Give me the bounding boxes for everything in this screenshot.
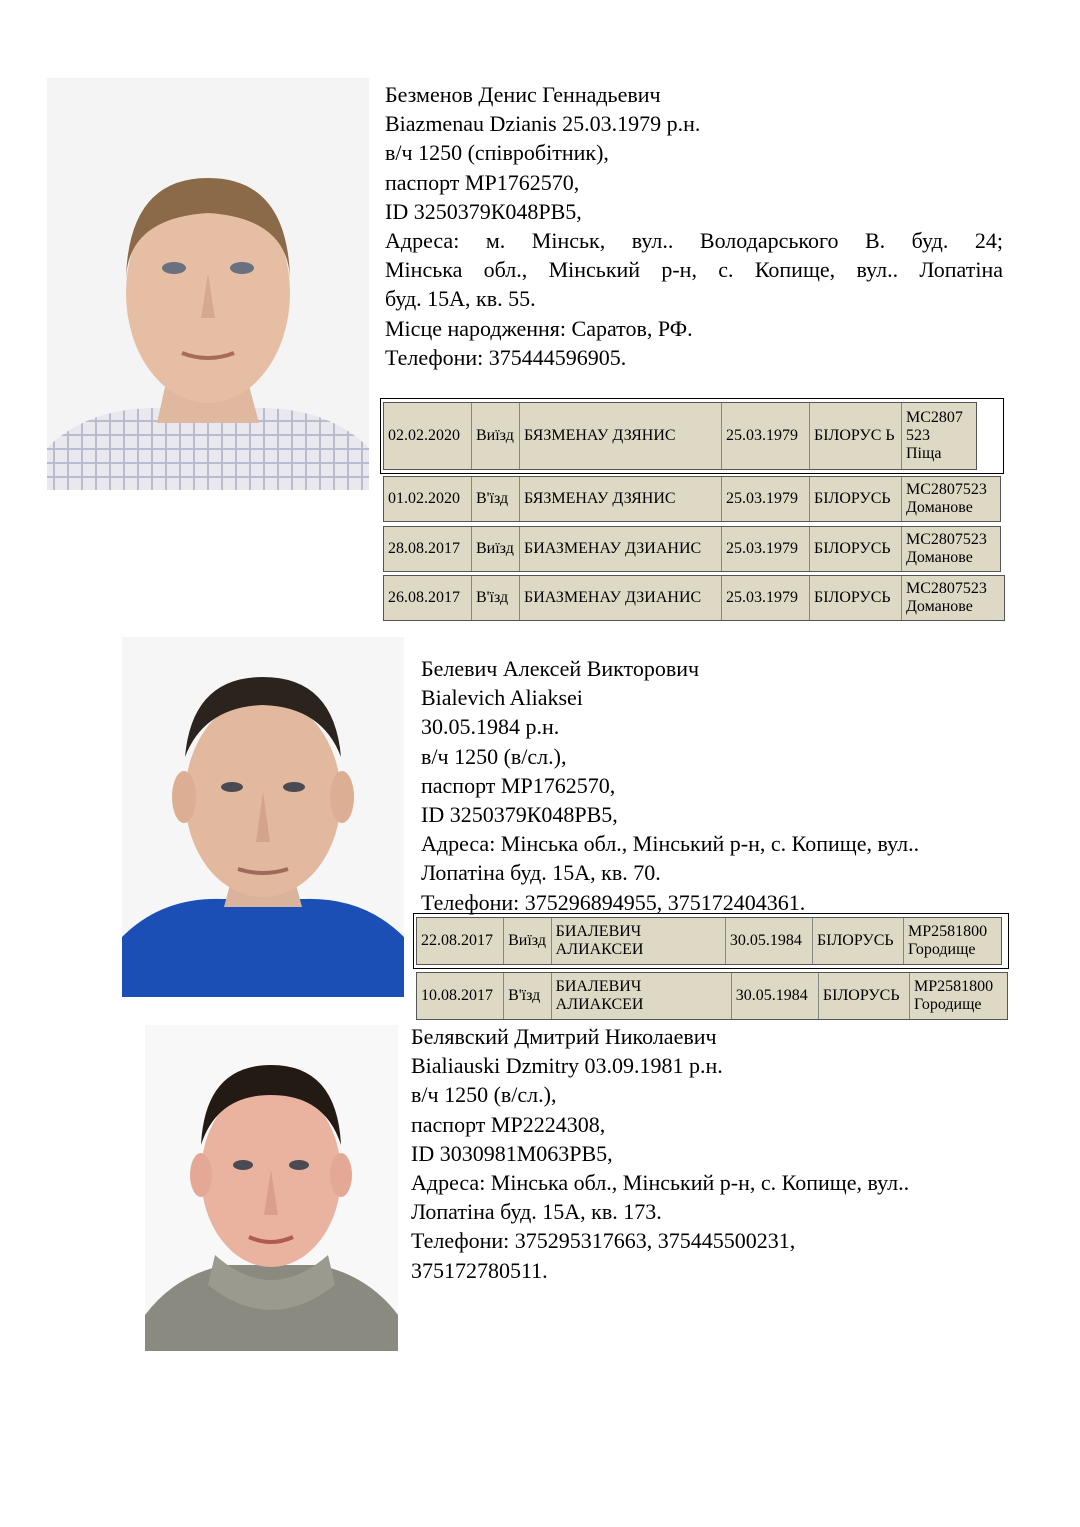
record-passport-cell xyxy=(910,973,1007,1019)
record-name: БИАЛЕВИЧ АЛИАКСЕИ xyxy=(552,918,726,964)
person-2-unit: в/ч 1250 (в/сл.), xyxy=(421,743,567,769)
person-1-name-latin: Biazmenau Dzianis 25.03.1979 р.н. xyxy=(385,111,701,137)
record-date: 28.08.2017 xyxy=(384,527,472,571)
person-1-phones: Телефони: 375444596905. xyxy=(385,344,627,370)
record-country: БІЛОРУСЬ xyxy=(810,576,902,620)
record-direction: В'їзд xyxy=(472,576,520,620)
person-2-address-line-2: Лопатіна буд. 15А, кв. 70. xyxy=(421,860,661,886)
record-name: БИАЗМЕНАУ ДЗИАНИС xyxy=(520,527,722,571)
person-2-phones: Телефони: 375296894955, 375172404361. xyxy=(421,889,806,915)
person-1-id: ID 3250379К048РВ5, xyxy=(385,198,582,224)
person-3-unit: в/ч 1250 (в/сл.), xyxy=(411,1082,557,1108)
record-passport: MC2807523 xyxy=(906,481,987,498)
record-country: БІЛОРУСЬ xyxy=(813,918,904,964)
record-passport: MC2807 523 xyxy=(906,409,963,444)
person-1-birthplace: Місце народження: Саратов, РФ. xyxy=(385,315,693,341)
person-3-phones-line-1: Телефони: 375295317663, 375445500231, xyxy=(411,1228,796,1254)
person-3-info xyxy=(411,1022,1011,1285)
record-direction: Виїзд xyxy=(472,403,520,469)
person-1-record-3 xyxy=(383,526,1001,572)
person-2-passport: паспорт МР1762570, xyxy=(421,772,616,798)
record-date: 01.02.2020 xyxy=(384,477,472,521)
record-date: 10.08.2017 xyxy=(417,973,504,1019)
record-passport-cell xyxy=(904,918,1001,964)
record-passport: MC2807523 xyxy=(906,580,987,597)
person-3-address-line-1: Адреса: Мінська обл., Мінський р-н, с. Копище, вул.. xyxy=(411,1170,910,1196)
person-1-address-line-1: Адреса: м. Мінськ, вул.. Володарського В. буд. 24; xyxy=(385,228,1003,254)
record-direction: В'їзд xyxy=(472,477,520,521)
person-2-name-latin: Bialevich Aliaksei xyxy=(421,685,583,711)
record-dob: 25.03.1979 xyxy=(722,403,810,469)
record-dob: 25.03.1979 xyxy=(722,477,810,521)
record-name: БИАЗМЕНАУ ДЗИАНИС xyxy=(520,576,722,620)
record-date: 26.08.2017 xyxy=(384,576,472,620)
record-checkpoint: Піща xyxy=(906,445,942,462)
record-name: БЯЗМЕНАУ ДЗЯНИС xyxy=(520,403,722,469)
record-dob: 30.05.1984 xyxy=(726,918,813,964)
record-direction: Виїзд xyxy=(472,527,520,571)
record-date: 02.02.2020 xyxy=(384,403,472,469)
record-date: 22.08.2017 xyxy=(417,918,504,964)
record-checkpoint: Доманове xyxy=(906,598,973,615)
person-2-birthdate: 30.05.1984 р.н. xyxy=(421,714,560,740)
person-3-phones-line-2: 375172780511. xyxy=(411,1257,548,1283)
record-checkpoint: Доманове xyxy=(906,549,973,566)
person-1-address-line-3: буд. 15А, кв. 55. xyxy=(385,286,536,312)
person-1-passport: паспорт МР1762570, xyxy=(385,169,580,195)
record-name: БИАЛЕВИЧ АЛИАКСЕИ xyxy=(552,973,732,1019)
person-1-record-1 xyxy=(383,402,977,470)
record-dob: 30.05.1984 xyxy=(732,973,819,1019)
record-passport-cell xyxy=(902,477,1000,521)
person-3-name-cyrillic: Белявский Дмитрий Николаевич xyxy=(411,1024,717,1049)
record-passport: MC2807523 xyxy=(906,531,987,548)
record-passport-cell xyxy=(902,527,1000,571)
record-checkpoint: Городище xyxy=(914,996,982,1013)
person-1-name-cyrillic: Безменов Денис Геннадьевич xyxy=(385,82,661,107)
person-2-record-2 xyxy=(416,972,1008,1020)
person-1-unit: в/ч 1250 (співробітник), xyxy=(385,140,609,166)
person-1-address-line-2: Мінська обл., Мінський р-н, с. Копище, вул.. Лопатіна xyxy=(385,257,1003,283)
person-1-record-4 xyxy=(383,575,1005,621)
record-passport-cell xyxy=(902,576,1000,620)
record-passport-cell xyxy=(902,403,974,469)
person-2-record-1 xyxy=(416,917,1002,965)
person-2-name-cyrillic: Белевич Алексей Викторович xyxy=(421,656,700,681)
record-passport: MP2581800 xyxy=(908,923,988,940)
person-2-photo xyxy=(122,637,404,997)
person-2-info xyxy=(421,654,1011,917)
record-country: БІЛОРУСЬ xyxy=(810,477,902,521)
record-name: БЯЗМЕНАУ ДЗЯНИС xyxy=(520,477,722,521)
record-dob: 25.03.1979 xyxy=(722,576,810,620)
person-2-id: ID 3250379К048РВ5, xyxy=(421,802,618,828)
record-checkpoint: Доманове xyxy=(906,499,973,516)
person-3-passport: паспорт МР2224308, xyxy=(411,1111,606,1137)
person-2-address-line-1: Адреса: Мінська обл., Мінський р-н, с. Копище, вул.. xyxy=(421,831,920,857)
person-3-photo xyxy=(145,1025,398,1351)
record-country: БІЛОРУСЬ xyxy=(819,973,910,1019)
person-3-address-line-2: Лопатіна буд. 15А, кв. 173. xyxy=(411,1199,662,1225)
person-1-photo xyxy=(47,78,369,490)
person-3-id: ID 3030981М063РВ5, xyxy=(411,1140,613,1166)
record-dob: 25.03.1979 xyxy=(722,527,810,571)
record-country: БІЛОРУСЬ xyxy=(810,527,902,571)
person-1-record-2 xyxy=(383,476,1001,522)
person-1-info xyxy=(385,80,1003,372)
record-passport: MP2581800 xyxy=(914,978,994,995)
record-checkpoint: Городище xyxy=(908,941,976,958)
record-direction: Виїзд xyxy=(504,918,552,964)
person-3-name-latin: Bialiauski Dzmitry 03.09.1981 р.н. xyxy=(411,1053,723,1079)
record-country: БІЛОРУС Ь xyxy=(810,403,902,469)
record-direction: В'їзд xyxy=(504,973,552,1019)
